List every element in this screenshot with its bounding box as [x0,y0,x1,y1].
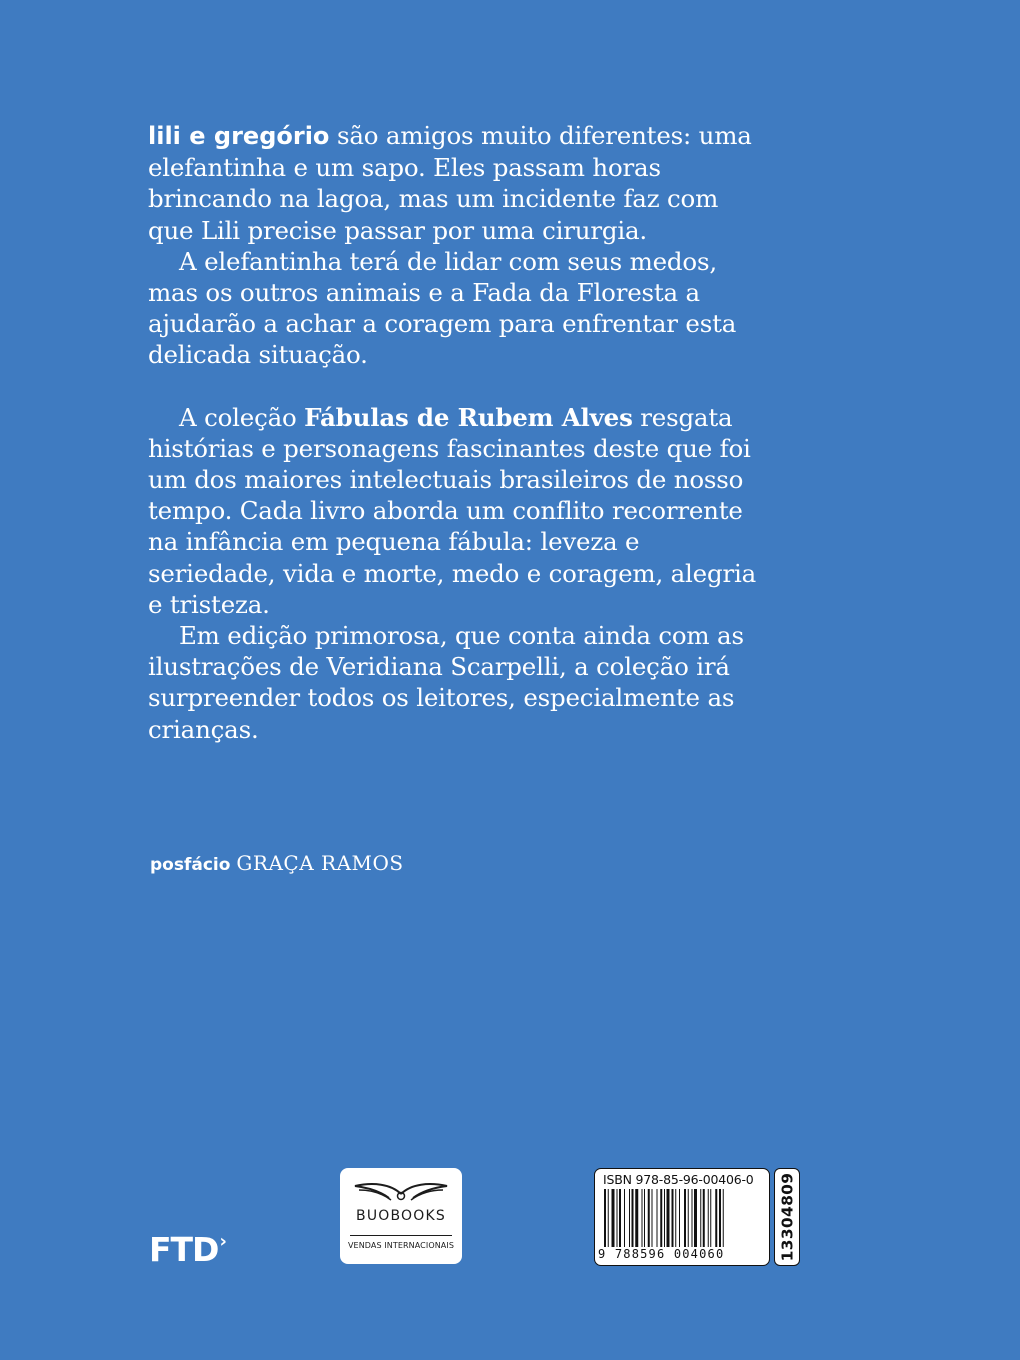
publisher-logo [149,1230,226,1269]
barcode-icon [604,1189,760,1247]
book-title-logo: lili e gregório [148,122,330,150]
postface-label: posfácio [150,855,231,875]
blurb-paragraph-4: Em edição primorosa, que conta ainda com as ilustrações de Veridiana Scarpelli, a coleção irá surpreender todos os leitores, especialmente as crianças. [148,621,744,744]
isbn-barcode-label [594,1168,770,1266]
product-code-label [774,1168,800,1266]
collection-name: Fábulas de Rubem Alves [304,402,633,432]
publisher-name: FTD [149,1230,219,1269]
open-book-wings-icon [351,1178,451,1204]
postface-author: GRAÇA RAMOS [236,851,404,875]
isbn-text: ISBN 978-85-96-00406-0 [603,1172,754,1187]
ean-digits: 9 788596 004060 [598,1247,725,1261]
product-code: 13304809 [778,1172,796,1262]
distributor-name: BUOBOOKS [356,1208,446,1224]
divider [350,1235,452,1236]
publisher-logo-mark-icon: › [219,1231,226,1252]
paragraph-spacer [148,371,768,402]
distributor-tagline: VENDAS INTERNACIONAIS [347,1241,455,1250]
postface-credit [150,851,404,875]
blurb-paragraph-2: A elefantinha terá de lidar com seus medos, mas os outros animais e a Fada da Floresta a ajudarão a achar a coragem para enfrentar esta delicada situação. [148,246,737,370]
blurb-paragraph-3: A coleção Fábulas de Rubem Alves resgata histórias e personagens fascinantes deste que foi um dos maiores intelectuais brasileiros de nosso tempo. Cada livro aborda um conflito recorrente na infância em pequena fábula: leveza e seriedade, vida e morte, medo e coragem, alegria e tristeza. [148,402,757,619]
back-cover-blurb [148,120,768,745]
blurb-paragraph-1: lili e gregório são amigos muito diferentes: uma elefantinha e um sapo. Eles passam horas brincando na lagoa, mas um incidente faz com que Lili precise passar por uma cirurgia. [148,121,752,245]
distributor-logo [340,1168,462,1264]
